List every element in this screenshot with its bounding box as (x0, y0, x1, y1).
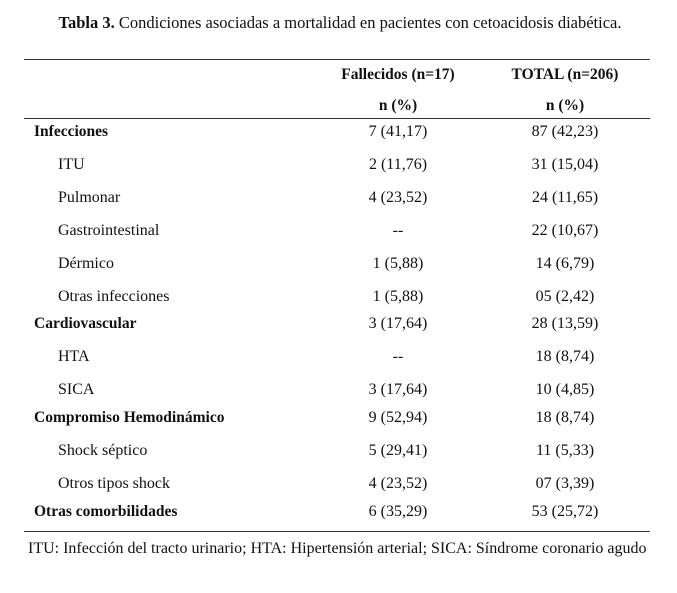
cell-fallecidos: 1 (5,88) (372, 255, 424, 272)
table-row (0, 475, 677, 499)
caption-text: Condiciones asociadas a mortalidad en pacientes con cetoacidosis diabética. (114, 13, 622, 32)
header-total: TOTAL (n=206) (511, 66, 619, 83)
table-row (0, 255, 677, 279)
table-row (0, 503, 677, 527)
row-label: Otras infecciones (58, 288, 170, 305)
cell-total: 18 (8,74) (535, 348, 595, 365)
cell-total: 24 (11,65) (531, 189, 599, 206)
cell-total: 22 (10,67) (531, 222, 599, 239)
cell-fallecidos: 2 (11,76) (368, 156, 428, 173)
row-label: Cardiovascular (34, 315, 137, 332)
row-label: HTA (58, 348, 90, 365)
row-label: Gastrointestinal (58, 222, 160, 239)
cell-fallecidos: 1 (5,88) (372, 288, 424, 305)
cell-fallecidos: 9 (52,94) (368, 409, 428, 426)
cell-fallecidos: 3 (17,64) (368, 381, 428, 398)
row-label: Compromiso Hemodinámico (34, 409, 225, 426)
header-total-unit: n (%) (545, 97, 585, 114)
header-fallecidos-unit: n (%) (378, 97, 418, 114)
table-row (0, 442, 677, 466)
row-label: Otras comorbilidades (34, 503, 178, 520)
cell-fallecidos: 3 (17,64) (368, 315, 428, 332)
cell-total: 05 (2,42) (535, 288, 595, 305)
row-label: Pulmonar (58, 189, 121, 206)
cell-fallecidos: 6 (35,29) (368, 503, 428, 520)
cell-total: 87 (42,23) (531, 123, 599, 140)
header-fallecidos: Fallecidos (n=17) (341, 66, 455, 83)
cell-fallecidos: -- (392, 348, 404, 365)
table-row (0, 381, 677, 405)
cell-fallecidos: 4 (23,52) (368, 475, 428, 492)
cell-fallecidos: 7 (41,17) (368, 123, 428, 140)
table-row (0, 222, 677, 246)
cell-fallecidos: -- (392, 222, 404, 239)
top-rule (24, 59, 650, 60)
bottom-rule (24, 531, 650, 532)
row-label: Dérmico (58, 255, 114, 272)
table-row (0, 189, 677, 213)
row-label: Otros tipos shock (58, 475, 170, 492)
table-caption (40, 12, 640, 34)
cell-total: 31 (15,04) (531, 156, 599, 173)
table-footnote: ITU: Infección del tracto urinario; HTA: Hipertensión arterial; SICA: Síndrome coronario agudo (28, 540, 647, 557)
cell-fallecidos: 5 (29,41) (368, 442, 428, 459)
cell-total: 10 (4,85) (535, 381, 595, 398)
table-row (0, 315, 677, 339)
row-label: ITU (58, 156, 85, 173)
cell-total: 14 (6,79) (535, 255, 595, 272)
table-row (0, 288, 677, 312)
header-rule (24, 118, 650, 119)
cell-total: 28 (13,59) (531, 315, 599, 332)
table-row (0, 123, 677, 147)
cell-total: 11 (5,33) (535, 442, 595, 459)
cell-total: 07 (3,39) (535, 475, 595, 492)
row-label: SICA (58, 381, 95, 398)
cell-total: 18 (8,74) (535, 409, 595, 426)
row-label: Shock séptico (58, 442, 148, 459)
table-row (0, 156, 677, 180)
caption-label: Tabla 3. (58, 13, 115, 32)
table-row (0, 409, 677, 433)
cell-total: 53 (25,72) (531, 503, 599, 520)
cell-fallecidos: 4 (23,52) (368, 189, 428, 206)
row-label: Infecciones (34, 123, 109, 140)
table-row (0, 348, 677, 372)
